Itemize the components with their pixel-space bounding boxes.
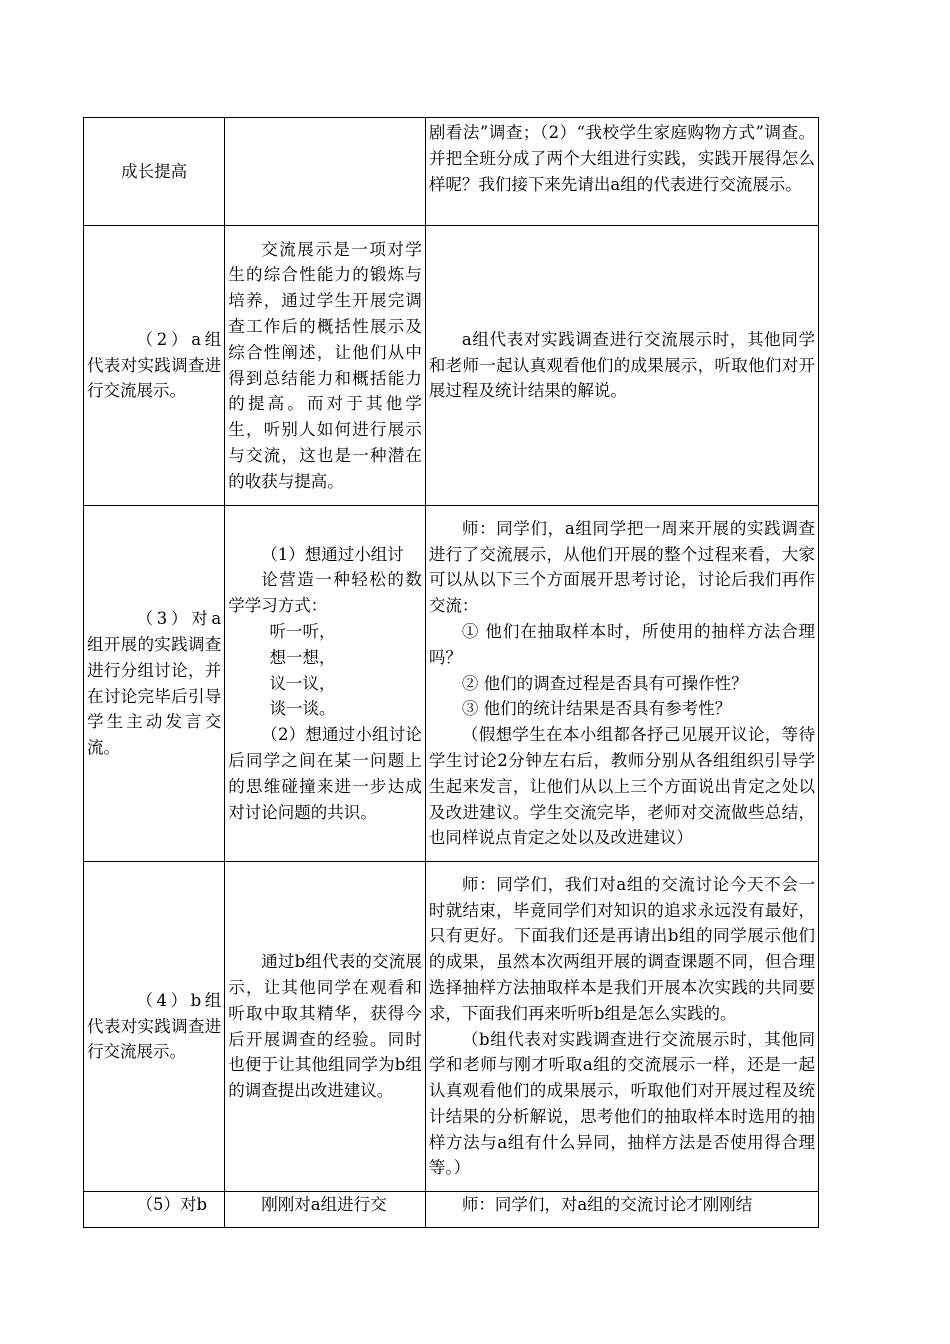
stage-text: （2）a组代表对实践调查进行交流展示。 bbox=[87, 329, 222, 401]
intent-paragraph: 论营造一种轻松的数学学习方式： bbox=[228, 570, 422, 616]
table-row bbox=[84, 506, 819, 862]
process-paragraph: ① 他们在抽取样本时，所使用的抽样方法合理吗？ bbox=[428, 622, 815, 667]
lesson-plan-table bbox=[83, 117, 819, 1228]
intent-paragraph: （1）想通过小组讨 bbox=[261, 544, 404, 564]
process-cell bbox=[425, 506, 818, 862]
stage-cell bbox=[84, 862, 225, 1192]
intent-paragraph: 想一想， bbox=[269, 647, 336, 667]
stage-text: （3）对a组开展的实践调查进行分组讨论，并在讨论完毕后引导学生主动发言交流。 bbox=[87, 609, 222, 758]
process-paragraph: 剧看法”调查；（2）“我校学生家庭购物方式”调查。并把全班分成了两个大组进行实践，实践开展得怎么样呢？我们接下来先请出a组的代表进行交流展示。 bbox=[428, 123, 815, 194]
process-paragraph: 师：同学们，a组同学把一周来开展的实践调查进行了交流展示，从他们开展的整个过程来看，大家可以从以下三个方面展开思考讨论，讨论后我们再作交流： bbox=[428, 518, 815, 616]
process-cell bbox=[425, 118, 818, 226]
intent-paragraph: 通过b组代表的交流展示，让其他同学在观看和听取中取其精华，获得今后开展调查的经验。同时也便于让其他组同学为b组的调查提出改进建议。 bbox=[228, 952, 422, 1101]
stage-cell: 成长提高 bbox=[84, 118, 225, 226]
process-paragraph: a组代表对实践调查进行交流展示时，其他同学和老师一起认真观看他们的成果展示，听取他们对开展过程及统计结果的解说。 bbox=[428, 329, 815, 401]
table-row bbox=[84, 1192, 819, 1228]
intent-paragraph: 听一听， bbox=[269, 622, 336, 641]
intent-cell bbox=[225, 1192, 426, 1228]
table-row bbox=[84, 118, 819, 226]
process-paragraph: ③ 他们的统计结果是否具有参考性？ bbox=[461, 699, 732, 719]
intent-paragraph: 交流展示是一项对学生的综合性能力的锻炼与培养，通过学生开展完调查工作后的概括性展示及综合性阐述，让他们从中得到总结能力和概括能力的提高。而对于其他学生，听别人如何进行展示与交流，这也是一种潜在的收获与提高。 bbox=[228, 239, 422, 491]
intent-paragraph: （2）想通过小组讨论后同学之间在某一问题上的思维碰撞来进一步达成对讨论问题的共识。 bbox=[228, 725, 422, 822]
process-paragraph: ② 他们的调查过程是否具有可操作性？ bbox=[461, 673, 748, 693]
intent-paragraph: 议一议， bbox=[269, 673, 336, 693]
process-paragraph: （b组代表对实践调查进行交流展示时，其他同学和老师与刚才听取a组的交流展示一样，还是一起认真观看他们的成果展示，听取他们对开展过程及统计结果的分析解说，思考他们的抽取样本时选用的抽样方法与a组有什么异同，抽样方法是否使用得合理等。） bbox=[428, 1029, 815, 1178]
table-row bbox=[84, 862, 819, 1192]
process-paragraph: （假想学生在本小组都各抒己见展开议论，等待学生讨论2分钟左右后，教师分别从各组组织引导学生起来发言，让他们从以上三个方面说出肯定之处以及改进建议。学生交流完毕，老师对交流做些总结，也同样说点肯定之处以及改进建议） bbox=[428, 725, 815, 848]
stage-text: （5）对b bbox=[136, 1195, 208, 1214]
table-row bbox=[84, 226, 819, 506]
intent-cell bbox=[225, 226, 426, 506]
stage-cell bbox=[84, 506, 225, 862]
stage-cell bbox=[84, 1192, 225, 1228]
stage-cell bbox=[84, 226, 225, 506]
process-cell bbox=[425, 226, 818, 506]
intent-cell bbox=[225, 506, 426, 862]
process-paragraph: 师：同学们，我们对a组的交流讨论今天不会一时就结束，毕竟同学们对知识的追求永远没有最好，只有更好。下面我们还是再请出b组的同学展示他们的成果，虽然本次两组开展的调查课题不同，但合理选择抽样方法抽取样本是我们开展本次实践的共同要求，下面我们再来听听b组是怎么实践的。 bbox=[428, 874, 815, 1023]
intent-paragraph: 谈一谈。 bbox=[269, 699, 336, 719]
stage-text: （4）b组代表对实践调查进行交流展示。 bbox=[87, 990, 222, 1062]
intent-cell bbox=[225, 862, 426, 1192]
intent-cell bbox=[225, 118, 426, 226]
intent-paragraph: 刚刚对a组进行交 bbox=[261, 1195, 387, 1214]
process-paragraph: 师：同学们，对a组的交流讨论才刚刚结 bbox=[461, 1195, 753, 1214]
process-cell bbox=[425, 1192, 818, 1228]
process-cell bbox=[425, 862, 818, 1192]
